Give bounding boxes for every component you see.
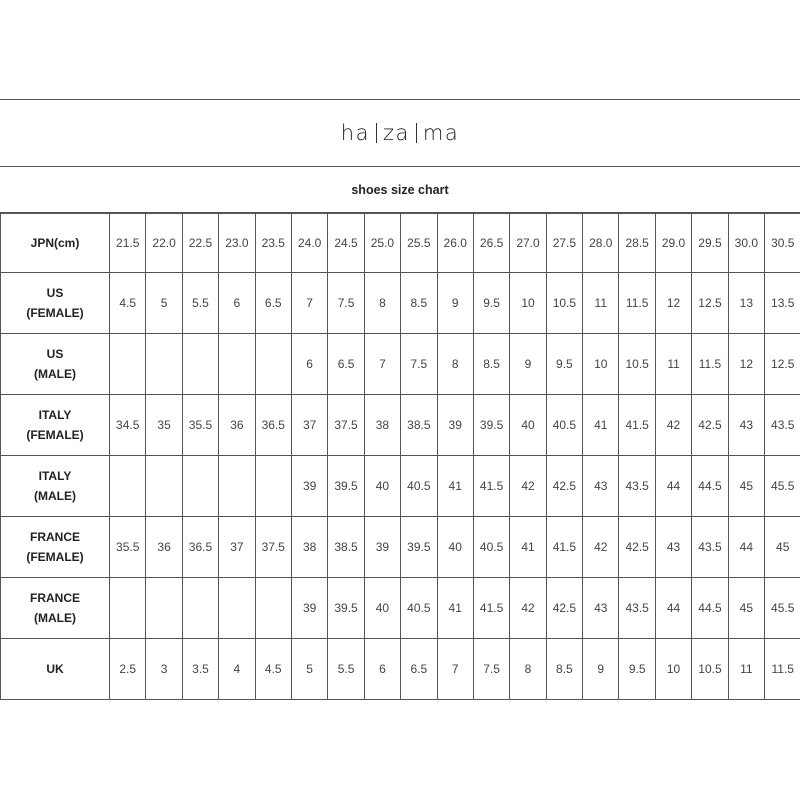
size-cell: 13.5: [765, 273, 800, 334]
size-cell: 39.5: [401, 517, 437, 578]
size-cell: 23.5: [255, 214, 291, 273]
size-cell: [255, 578, 291, 639]
size-cell: 7.5: [328, 273, 364, 334]
table-row: [1, 214, 800, 273]
size-cell: 11.5: [765, 639, 800, 700]
size-cell: [146, 456, 182, 517]
size-cell: 43.5: [692, 517, 728, 578]
size-cell: 24.5: [328, 214, 364, 273]
size-cell: 45: [728, 456, 764, 517]
size-cell: 8.5: [401, 273, 437, 334]
size-cell: 29.0: [655, 214, 691, 273]
table-row: [1, 578, 800, 639]
size-cell: 4.5: [110, 273, 146, 334]
size-cell: 22.0: [146, 214, 182, 273]
size-cell: 10.5: [546, 273, 582, 334]
size-cell: 30.0: [728, 214, 764, 273]
size-cell: 11: [655, 334, 691, 395]
size-cell: 29.5: [692, 214, 728, 273]
size-cell: 25.0: [364, 214, 400, 273]
size-cell: 35: [146, 395, 182, 456]
size-cell: 43.5: [765, 395, 800, 456]
chart-title: shoes size chart: [351, 182, 449, 197]
size-cell: 6.5: [255, 273, 291, 334]
size-cell: [255, 334, 291, 395]
size-cell: 39: [437, 395, 473, 456]
row-header: [1, 273, 110, 334]
row-header-line: (MALE): [34, 611, 76, 625]
size-cell: 43: [583, 456, 619, 517]
size-cell: 4.5: [255, 639, 291, 700]
size-cell: 12: [655, 273, 691, 334]
size-cell: 6: [364, 639, 400, 700]
size-cell: 7: [291, 273, 327, 334]
row-header: [1, 517, 110, 578]
size-cell: 26.0: [437, 214, 473, 273]
size-cell: 13: [728, 273, 764, 334]
brand-logo: [341, 121, 459, 145]
brand-logo-part: ma: [422, 121, 460, 145]
table-row: [1, 395, 800, 456]
size-cell: 11.5: [619, 273, 655, 334]
size-cell: [182, 456, 218, 517]
size-cell: 5.5: [328, 639, 364, 700]
size-cell: 43: [728, 395, 764, 456]
row-header-line: FRANCE: [30, 530, 80, 544]
size-cell: 38.5: [328, 517, 364, 578]
size-cell: 41: [437, 578, 473, 639]
table-row: [1, 517, 800, 578]
size-table: [0, 213, 800, 700]
chart-title-row: [0, 167, 800, 213]
size-cell: 43: [583, 578, 619, 639]
size-cell: 9: [510, 334, 546, 395]
size-cell: 11: [583, 273, 619, 334]
size-cell: [219, 456, 255, 517]
brand-header: [0, 99, 800, 167]
size-cell: 45.5: [765, 578, 800, 639]
size-cell: 35.5: [182, 395, 218, 456]
size-cell: 40: [510, 395, 546, 456]
size-cell: 39: [291, 578, 327, 639]
size-cell: 44.5: [692, 456, 728, 517]
size-cell: 10: [583, 334, 619, 395]
row-header-line: (MALE): [34, 367, 76, 381]
row-header-line: US: [46, 347, 64, 361]
size-cell: 42: [583, 517, 619, 578]
size-cell: 40.5: [401, 456, 437, 517]
size-cell: 42.5: [546, 578, 582, 639]
size-cell: 44: [655, 456, 691, 517]
size-cell: 12: [728, 334, 764, 395]
size-cell: 11: [728, 639, 764, 700]
size-cell: 8.5: [473, 334, 509, 395]
size-cell: 30.5: [765, 214, 800, 273]
size-cell: 36: [146, 517, 182, 578]
size-cell: 42: [655, 395, 691, 456]
size-cell: 35.5: [110, 517, 146, 578]
size-cell: 12.5: [692, 273, 728, 334]
size-cell: 41.5: [546, 517, 582, 578]
table-row: [1, 639, 800, 700]
size-cell: [110, 456, 146, 517]
size-cell: 37.5: [328, 395, 364, 456]
size-cell: 36.5: [255, 395, 291, 456]
size-cell: 5.5: [182, 273, 218, 334]
row-header: [1, 578, 110, 639]
size-cell: 42.5: [619, 517, 655, 578]
size-cell: 26.5: [473, 214, 509, 273]
row-header-line: (FEMALE): [26, 428, 84, 442]
size-cell: 6: [291, 334, 327, 395]
size-cell: 10.5: [619, 334, 655, 395]
size-cell: 40: [364, 456, 400, 517]
size-cell: 9.5: [619, 639, 655, 700]
size-cell: 8: [437, 334, 473, 395]
size-cell: 28.0: [583, 214, 619, 273]
size-cell: 6.5: [328, 334, 364, 395]
size-cell: 8.5: [546, 639, 582, 700]
size-cell: 7: [437, 639, 473, 700]
size-cell: 39: [364, 517, 400, 578]
size-cell: 9: [437, 273, 473, 334]
size-cell: 36: [219, 395, 255, 456]
row-header-line: JPN(cm): [30, 236, 80, 250]
size-cell: 39.5: [328, 456, 364, 517]
size-cell: 8: [364, 273, 400, 334]
size-cell: 9.5: [546, 334, 582, 395]
table-row: [1, 334, 800, 395]
size-cell: 40.5: [473, 517, 509, 578]
size-cell: [146, 334, 182, 395]
row-header: [1, 456, 110, 517]
size-cell: 38.5: [401, 395, 437, 456]
row-header-line: US: [46, 286, 64, 300]
size-cell: 44.5: [692, 578, 728, 639]
size-cell: 10.5: [692, 639, 728, 700]
size-cell: 37.5: [255, 517, 291, 578]
row-header-line: ITALY: [38, 408, 72, 422]
size-cell: 9: [583, 639, 619, 700]
size-cell: 43.5: [619, 578, 655, 639]
size-cell: [255, 456, 291, 517]
size-cell: [110, 578, 146, 639]
size-cell: 25.5: [401, 214, 437, 273]
size-cell: 23.0: [219, 214, 255, 273]
row-header-line: UK: [46, 662, 64, 676]
row-header-line: ITALY: [38, 469, 72, 483]
size-chart-sheet: [0, 99, 800, 700]
size-cell: 40: [437, 517, 473, 578]
size-cell: [182, 578, 218, 639]
size-cell: 39.5: [473, 395, 509, 456]
size-cell: 44: [655, 578, 691, 639]
size-cell: 37: [291, 395, 327, 456]
size-cell: 36.5: [182, 517, 218, 578]
row-header: [1, 334, 110, 395]
size-cell: 2.5: [110, 639, 146, 700]
size-cell: [110, 334, 146, 395]
size-cell: 42: [510, 578, 546, 639]
size-cell: 42: [510, 456, 546, 517]
size-cell: 41: [510, 517, 546, 578]
size-cell: 22.5: [182, 214, 218, 273]
size-cell: 27.0: [510, 214, 546, 273]
size-cell: 3.5: [182, 639, 218, 700]
size-cell: 21.5: [110, 214, 146, 273]
row-header: [1, 395, 110, 456]
size-cell: 41: [583, 395, 619, 456]
size-cell: 45: [728, 578, 764, 639]
size-cell: [219, 334, 255, 395]
row-header: [1, 214, 110, 273]
table-row: [1, 456, 800, 517]
brand-logo-part: za: [382, 121, 410, 145]
size-cell: 41.5: [619, 395, 655, 456]
size-cell: 40.5: [546, 395, 582, 456]
size-cell: 5: [291, 639, 327, 700]
size-cell: [146, 578, 182, 639]
size-cell: 41.5: [473, 578, 509, 639]
size-cell: 34.5: [110, 395, 146, 456]
logo-divider: [416, 123, 417, 143]
size-cell: 9.5: [473, 273, 509, 334]
size-cell: 42.5: [546, 456, 582, 517]
size-cell: 8: [510, 639, 546, 700]
size-cell: 10: [655, 639, 691, 700]
brand-logo-part: ha: [340, 121, 370, 145]
size-cell: 24.0: [291, 214, 327, 273]
size-cell: 10: [510, 273, 546, 334]
size-cell: [219, 578, 255, 639]
size-cell: 39: [291, 456, 327, 517]
size-cell: [182, 334, 218, 395]
size-cell: 42.5: [692, 395, 728, 456]
row-header-line: (FEMALE): [26, 550, 84, 564]
size-cell: 38: [291, 517, 327, 578]
size-cell: 7.5: [401, 334, 437, 395]
row-header-line: FRANCE: [30, 591, 80, 605]
size-cell: 6: [219, 273, 255, 334]
size-cell: 44: [728, 517, 764, 578]
size-cell: 38: [364, 395, 400, 456]
size-cell: 40: [364, 578, 400, 639]
size-cell: 45.5: [765, 456, 800, 517]
size-cell: 39.5: [328, 578, 364, 639]
size-cell: 3: [146, 639, 182, 700]
row-header: [1, 639, 110, 700]
size-cell: 43: [655, 517, 691, 578]
table-row: [1, 273, 800, 334]
size-cell: 7: [364, 334, 400, 395]
size-cell: 28.5: [619, 214, 655, 273]
size-cell: 7.5: [473, 639, 509, 700]
size-cell: 11.5: [692, 334, 728, 395]
row-header-line: (FEMALE): [26, 306, 84, 320]
size-cell: 40.5: [401, 578, 437, 639]
size-cell: 5: [146, 273, 182, 334]
size-cell: 41: [437, 456, 473, 517]
size-cell: 27.5: [546, 214, 582, 273]
size-cell: 6.5: [401, 639, 437, 700]
logo-divider: [376, 123, 377, 143]
size-cell: 37: [219, 517, 255, 578]
row-header-line: (MALE): [34, 489, 76, 503]
size-cell: 12.5: [765, 334, 800, 395]
size-cell: 41.5: [473, 456, 509, 517]
size-cell: 4: [219, 639, 255, 700]
size-cell: 43.5: [619, 456, 655, 517]
size-cell: 45: [765, 517, 800, 578]
